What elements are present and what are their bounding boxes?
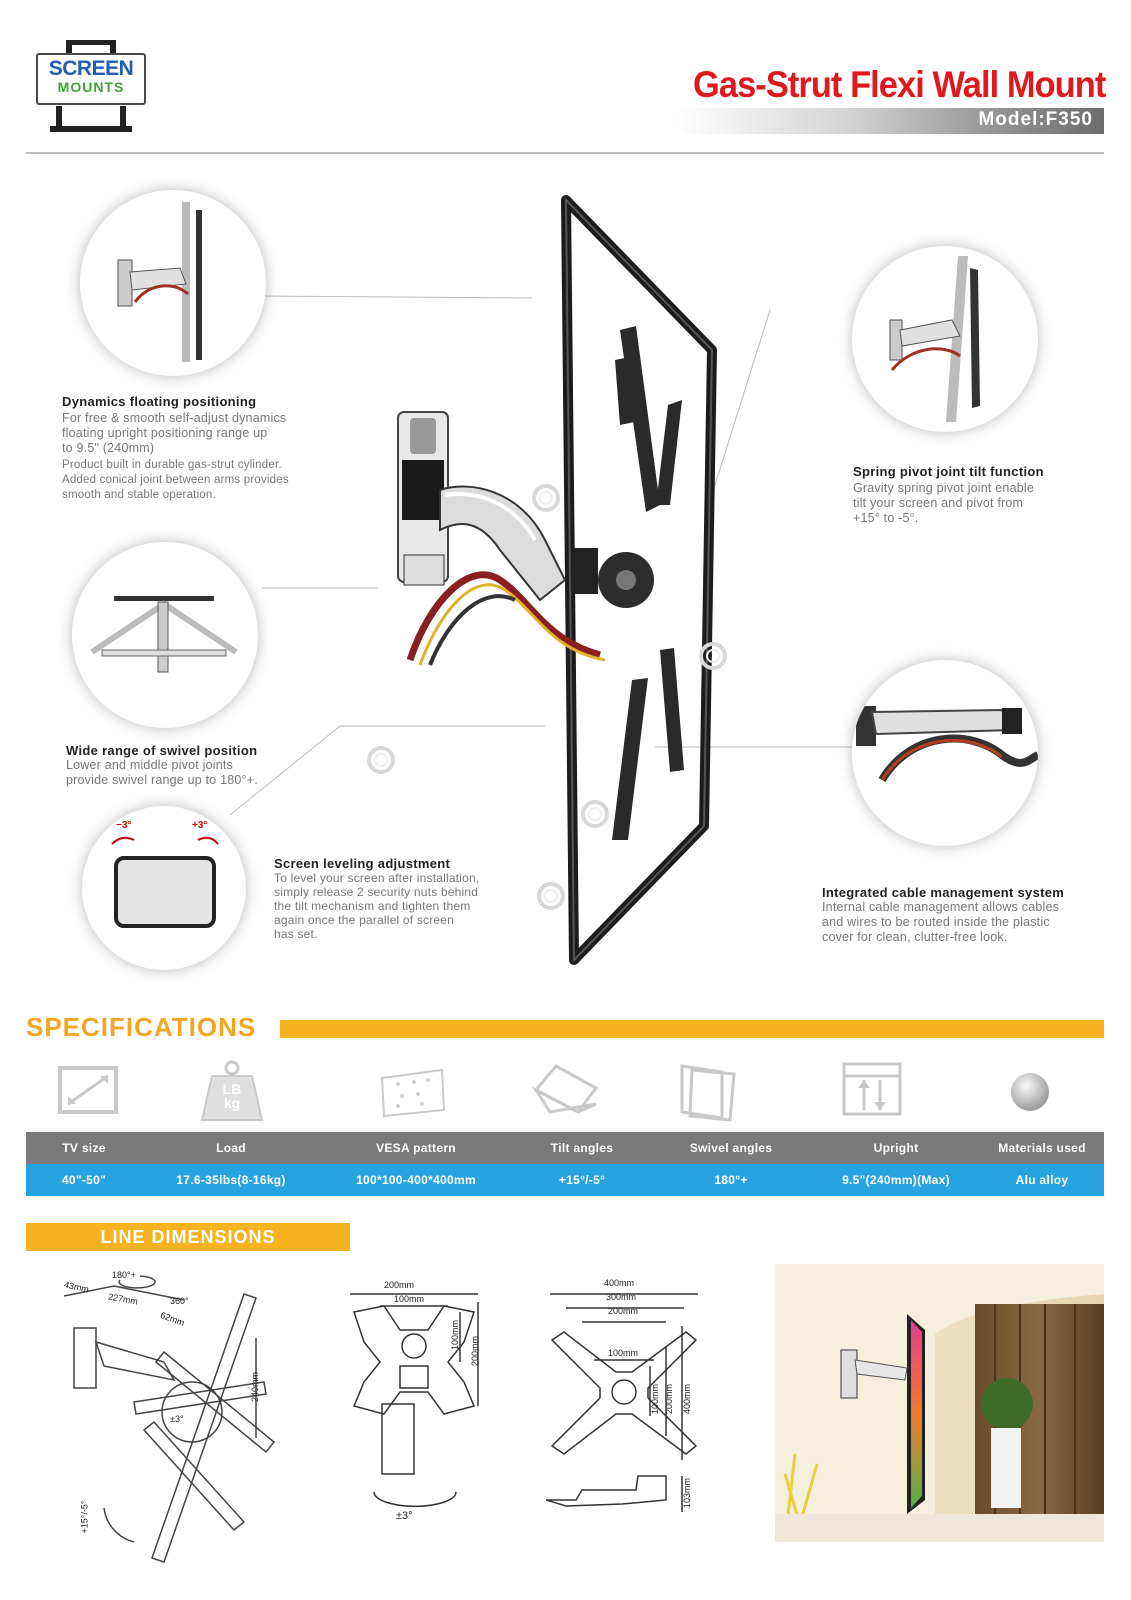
- swivel-title: Wide range of swivel position: [66, 743, 258, 758]
- spec-header-vesa: VESA pattern: [376, 1141, 456, 1155]
- leveling-title: Screen leveling adjustment: [274, 856, 451, 871]
- leveling-plus-label: +3°: [192, 820, 208, 831]
- specifications-bar: [280, 1020, 1104, 1038]
- dynamics-title: Dynamics floating positioning: [62, 394, 257, 409]
- line-dimensions-heading: LINE DIMENSIONS: [100, 1227, 276, 1247]
- spec-value-tv-size: 40"-50": [61, 1173, 107, 1187]
- swivel-feature-image: [72, 542, 258, 728]
- tilt-angles-icon: [530, 1060, 610, 1130]
- spec-value-row: [26, 1164, 1104, 1196]
- cable-text: Internal cable management allows cables and wires to be routed inside the plastic cover for clean, clutter-free look.: [822, 900, 1060, 944]
- tilt-text: Gravity spring pivot joint enable tilt your screen and pivot from +15° to -5°.: [853, 481, 1034, 525]
- logo-text-mounts: MOUNTS: [57, 79, 125, 95]
- leveling-minus-label: −3°: [116, 820, 132, 831]
- room-photo: [775, 1264, 1104, 1542]
- leveling-text: To level your screen after installation, simply release 2 security nuts behind the tilt mechanism and tighten them again once the parallel of screen has set.: [274, 871, 480, 941]
- materials-icon: [1006, 1060, 1086, 1130]
- spec-header-tv-size: TV size: [62, 1141, 106, 1155]
- spec-value-swivel: 180°+: [714, 1173, 748, 1187]
- logo-panel: [36, 53, 146, 105]
- dynamics-feature-image: [80, 190, 266, 376]
- spec-value-upright: 9.5"(240mm)(Max): [842, 1173, 950, 1187]
- spec-value-load: 17.6-35lbs(8-16kg): [176, 1173, 286, 1187]
- spec-value-materials: Alu alloy: [1015, 1173, 1069, 1187]
- swivel-angles-icon: [676, 1060, 756, 1130]
- page-title: Gas-Strut Flexi Wall Mount: [692, 64, 1105, 105]
- load-icon: LB kg: [200, 1060, 280, 1130]
- spec-header-tilt: Tilt angles: [550, 1141, 614, 1155]
- dynamics-text: For free & smooth self-adjust dynamics floating upright positioning range up to 9.5" (240mm) Product built in durable gas-strut cylinder. Added conical joint between arms provides smooth and stable operation.: [62, 411, 289, 501]
- logo-text-screen: SCREEN: [48, 57, 134, 80]
- spec-header-materials: Materials used: [998, 1141, 1086, 1155]
- vesa-pattern-icon: [378, 1060, 458, 1130]
- spec-header-load: Load: [216, 1141, 246, 1155]
- spec-header-row: [26, 1132, 1104, 1164]
- swivel-text: Lower and middle pivot joints provide swivel range up to 180°+.: [66, 758, 258, 787]
- upright-icon: [838, 1060, 918, 1130]
- specifications-heading: SPECIFICATIONS: [26, 1012, 257, 1042]
- spec-header-upright: Upright: [873, 1141, 919, 1155]
- spec-header-swivel: Swivel angles: [689, 1141, 773, 1155]
- tilt-feature-image: [852, 246, 1038, 432]
- leveling-feature-image: [82, 806, 246, 970]
- cable-title: Integrated cable management system: [822, 885, 1065, 900]
- tv-size-icon: [54, 1060, 134, 1130]
- model-number: Model:F350: [978, 109, 1093, 130]
- cable-feature-image: [852, 660, 1038, 846]
- vesa-large-dimension-drawing: 400mm 300mm 200mm 100mm 100mm 200mm 400mm 103mm: [546, 1286, 716, 1526]
- screen-mounts-logo: [36, 40, 146, 138]
- spec-value-vesa: 100*100-400*400mm: [356, 1173, 476, 1187]
- spec-value-tilt: +15°/-5°: [558, 1173, 606, 1187]
- header-divider: [26, 152, 1104, 154]
- vesa-dimension-drawing: 200mm 100mm 100mm 200mm ±3°: [344, 1286, 494, 1532]
- arm-dimension-drawing: 180°+ 43mm 227mm 360° 62mm 240mm ±3° +15°/-5°: [44, 1262, 284, 1592]
- tilt-title: Spring pivot joint tilt function: [853, 464, 1044, 479]
